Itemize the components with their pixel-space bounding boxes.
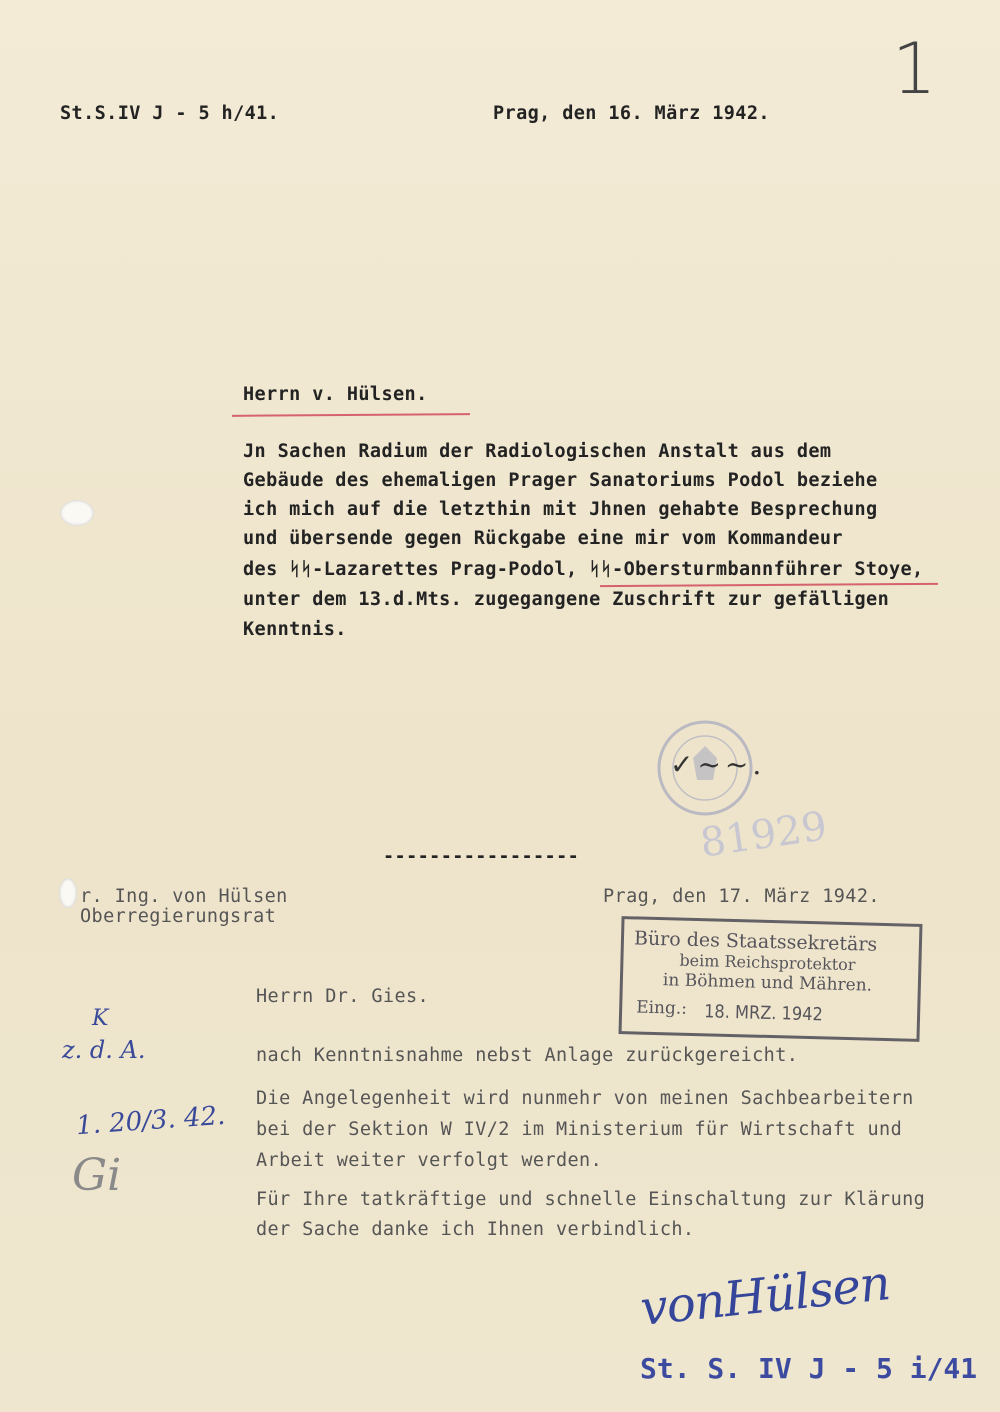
margin-note: K <box>92 1006 109 1031</box>
body-line: Jn Sachen Radium der Radiologischen Anstalt aus dem <box>243 441 832 462</box>
margin-note: Gi <box>72 1150 122 1201</box>
bottom-reference: St. S. IV J - 5 i/41 <box>640 1352 978 1385</box>
sender-title: Oberregierungsrat <box>80 906 277 927</box>
punch-hole <box>59 878 77 908</box>
paragraph-line: bei der Sektion W IV/2 im Ministerium für Wirtschaft und <box>256 1119 903 1140</box>
salutation-hulsen: Herrn v. Hülsen. <box>243 384 428 405</box>
receipt-stamp <box>619 916 923 1042</box>
stamp-line: Büro des Staatssekretärs <box>633 927 878 956</box>
stamp-line: in Böhmen und Mähren. <box>662 970 873 996</box>
place-date-2: Prag, den 17. März 1942. <box>603 886 880 907</box>
faded-number: 81929 <box>697 803 830 867</box>
signature: vonHülsen <box>637 1255 893 1337</box>
underline-salutation <box>232 413 470 417</box>
margin-note: 1. 20/3. 42. <box>75 1100 227 1142</box>
stamp-line: beim Reichsprotektor <box>679 950 856 975</box>
body-line: unter dem 13.d.Mts. zugegangene Zuschrift zur gefälligen <box>243 589 890 610</box>
reference-number: St.S.IV J - 5 h/41. <box>60 103 280 124</box>
initials-mark: ✓~~. <box>670 748 766 781</box>
margin-note: z. d. A. <box>62 1036 146 1064</box>
stamp-label: Eing.: <box>635 997 688 1019</box>
body-line: des ᛋᛋ-Lazarettes Prag-Podol, ᛋᛋ-Obersturmbannführer Stoye, <box>243 559 924 580</box>
body-line: Gebäude des ehemaligen Prager Sanatoriums Podol beziehe <box>243 470 878 491</box>
separator-line: ----------------- <box>383 846 580 867</box>
salutation-gies: Herrn Dr. Gies. <box>256 986 430 1007</box>
returned-line: nach Kenntnisnahme nebst Anlage zurückgereicht. <box>256 1045 799 1066</box>
body-line: Kenntnis. <box>243 619 347 640</box>
underline-stoye <box>600 583 938 587</box>
paragraph-line: Arbeit weiter verfolgt werden. <box>256 1150 603 1171</box>
punch-hole <box>60 500 94 526</box>
body-line: ich mich auf die letzthin mit Jhnen gehabte Besprechung <box>243 499 878 520</box>
paragraph-line: der Sache danke ich Ihnen verbindlich. <box>256 1219 695 1240</box>
stamp-date: 18. MRZ. 1942 <box>703 1001 824 1026</box>
sender-name: r. Ing. von Hülsen <box>80 886 288 907</box>
page-number: 1 <box>892 28 937 110</box>
paragraph-line: Die Angelegenheit wird nunmehr von meinen Sachbearbeitern <box>256 1088 914 1109</box>
place-date: Prag, den 16. März 1942. <box>493 103 770 124</box>
paragraph-line: Für Ihre tatkräftige und schnelle Einschaltung zur Klärung <box>256 1189 926 1210</box>
body-line: und übersende gegen Rückgabe eine mir vom Kommandeur <box>243 528 843 549</box>
